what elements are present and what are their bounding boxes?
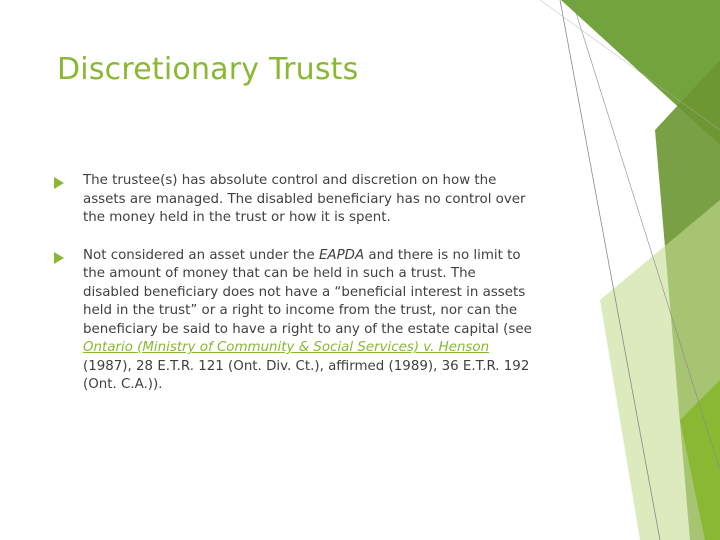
- bullet-arrow-icon: [54, 252, 64, 264]
- bullet-item-2: [54, 247, 534, 395]
- act-name: EAPDA: [318, 247, 365, 263]
- bullet-list: [54, 172, 534, 414]
- bullet2-part3: (1987), 28 E.T.R. 121 (Ont. Div. Ct.), affirmed (1989), 36 E.T.R. 192 (Ont. C.A.)).: [83, 358, 530, 392]
- bullet2-part1: Not considered an asset under the: [83, 247, 319, 263]
- bullet2-part2: and there is no limit to the amount of money that can be held in such a trust. The disabled beneficiary does not have a “beneficial interest in assets held in the trust” or a right to income from the trust, nor can the beneficiary be said to have a right to any of the estate capital (see: [83, 247, 532, 337]
- bullet-text-1: The trustee(s) has absolute control and discretion on how the assets are managed. The disabled beneficiary has no control over the money held in the trust or how it is spent.: [83, 173, 526, 225]
- slide-title: Discretionary Trusts: [57, 52, 359, 87]
- bullet-text-2: [83, 247, 534, 395]
- case-citation-link[interactable]: Ontario (Ministry of Community & Social Services) v. Henson: [83, 340, 490, 355]
- bullet-arrow-icon: [54, 177, 64, 189]
- bullet-item-1: [54, 172, 534, 228]
